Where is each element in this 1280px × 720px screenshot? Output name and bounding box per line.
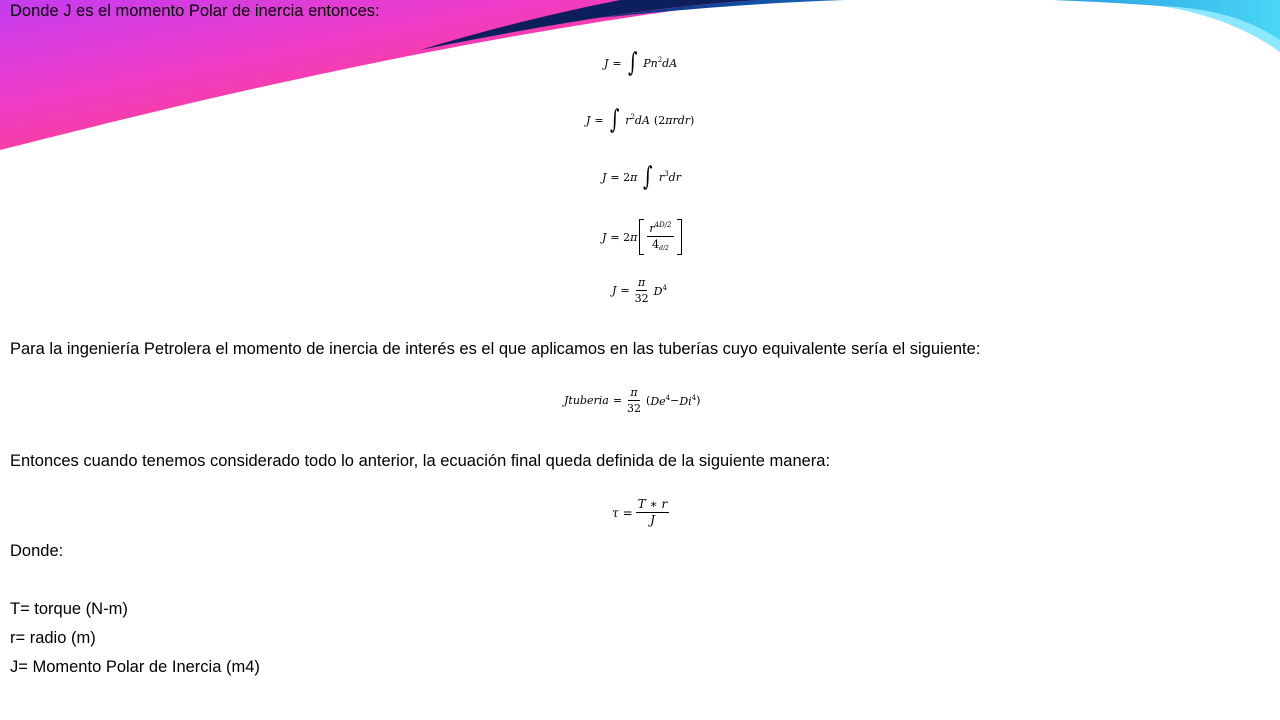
equation-polar-moment-3: J = 2 π ∫ $r^3dr$: [602, 162, 681, 192]
donde-label: Donde:: [10, 542, 64, 560]
definition-torque: T= torque (N-m): [10, 600, 128, 618]
equation-polar-moment-2: J = ∫ $r^2dA$ ( 2 πrdr ): [586, 105, 695, 135]
equation-polar-moment-1: J = ∫ Pn$^2$dA: [604, 48, 678, 78]
equation-polar-moment-4: J = 2 π $\frac{r^{4D/2}}{4_{d/2}}$: [602, 219, 682, 255]
intro-text: Donde J es el momento Polar de inercia entonces:: [10, 2, 380, 20]
definition-radio: r= radio (m): [10, 629, 96, 647]
definition-polar-inertia: J= Momento Polar de Inercia (m4): [10, 658, 260, 676]
equation-shear-stress: τ = $\frac{T ∗ r}{J}$: [612, 497, 668, 527]
equation-polar-moment-5: J = $\frac{\pi}{32}$ $D^4$: [612, 276, 667, 305]
equation-jtuberia: Jtuberia = $\frac{\pi}{32}$ ( De$^4$ − Di$^4$ ): [564, 386, 701, 415]
petrolera-text: Para la ingeniería Petrolera el momento de inercia de interés es el que aplicamos en las tuberías cuyo equivalente sería el siguiente:: [10, 340, 981, 358]
header-swoosh-decoration: [0, 0, 1280, 160]
final-equation-text: Entonces cuando tenemos considerado todo lo anterior, la ecuación final queda definida de la siguiente manera:: [10, 452, 831, 470]
